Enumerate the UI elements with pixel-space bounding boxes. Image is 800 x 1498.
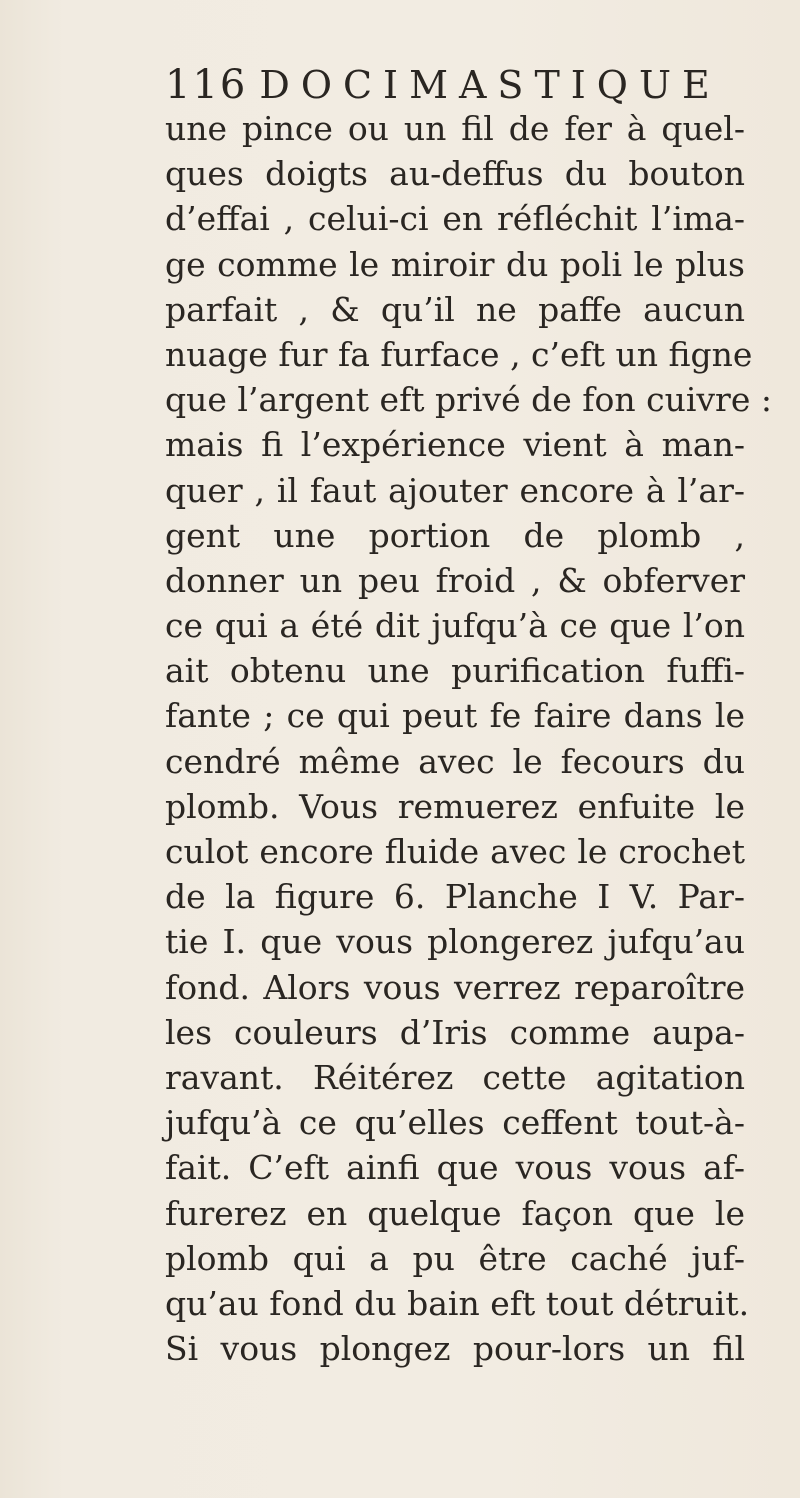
text-line: fante ; ce qui peut fe faire dans le xyxy=(165,696,745,736)
text-line: cendré même avec le fecours du xyxy=(165,741,745,781)
text-line: Si vous plongez pour-lors un fil xyxy=(165,1329,745,1369)
text-line: ravant. Réitérez cette agitation xyxy=(165,1057,745,1097)
text-line: fond. Alors vous verrez reparoître xyxy=(165,967,745,1007)
text-line: nuage fur fa furface , c’eft un figne xyxy=(165,334,753,374)
text-line: gent une portion de plomb , xyxy=(165,515,745,555)
text-line: une pince ou un fil de fer à quel- xyxy=(165,109,745,148)
text-line: plomb. Vous remuerez enfuite le xyxy=(165,786,745,826)
page-number: 116 xyxy=(165,62,248,108)
text-line: les couleurs d’Iris comme aupa- xyxy=(165,1012,745,1052)
text-line: quer , il faut ajouter encore à l’ar- xyxy=(165,470,745,510)
text-line: que l’argent eft privé de fon cuivre : xyxy=(165,380,772,420)
text-line: donner un peu froid , & obferver xyxy=(165,560,745,600)
text-line: tie I. que vous plongerez jufqu’au xyxy=(165,922,745,962)
text-line: fait. C’eft ainfi que vous vous af- xyxy=(165,1148,745,1188)
text-line: ce qui a été dit jufqu’à ce que l’on xyxy=(165,606,745,646)
text-line: de la figure 6. Planche I V. Par- xyxy=(165,877,745,917)
text-line: jufqu’à ce qu’elles ceffent tout-à- xyxy=(165,1103,745,1143)
body-text xyxy=(165,106,772,1371)
text-line: furerez en quelque façon que le xyxy=(165,1193,745,1233)
page-header xyxy=(165,62,765,108)
running-title: DOCIMASTIQUE xyxy=(259,63,721,107)
text-line: d’effai , celui-ci en réfléchit l’ima- xyxy=(165,199,745,239)
text-line: ait obtenu une purification fuffi- xyxy=(165,651,745,691)
text-line: ge comme le miroir du poli le plus xyxy=(165,244,745,284)
text-line: qu’au fond du bain eft tout détruit. xyxy=(165,1283,750,1323)
text-line: ques doigts au-deffus du bouton xyxy=(165,154,745,194)
text-line: plomb qui a pu être caché juf- xyxy=(165,1238,745,1278)
text-line: mais fi l’expérience vient à man- xyxy=(165,425,745,465)
text-line: parfait , & qu’il ne paffe aucun xyxy=(165,289,745,329)
text-line: culot encore fluide avec le crochet xyxy=(165,832,745,871)
